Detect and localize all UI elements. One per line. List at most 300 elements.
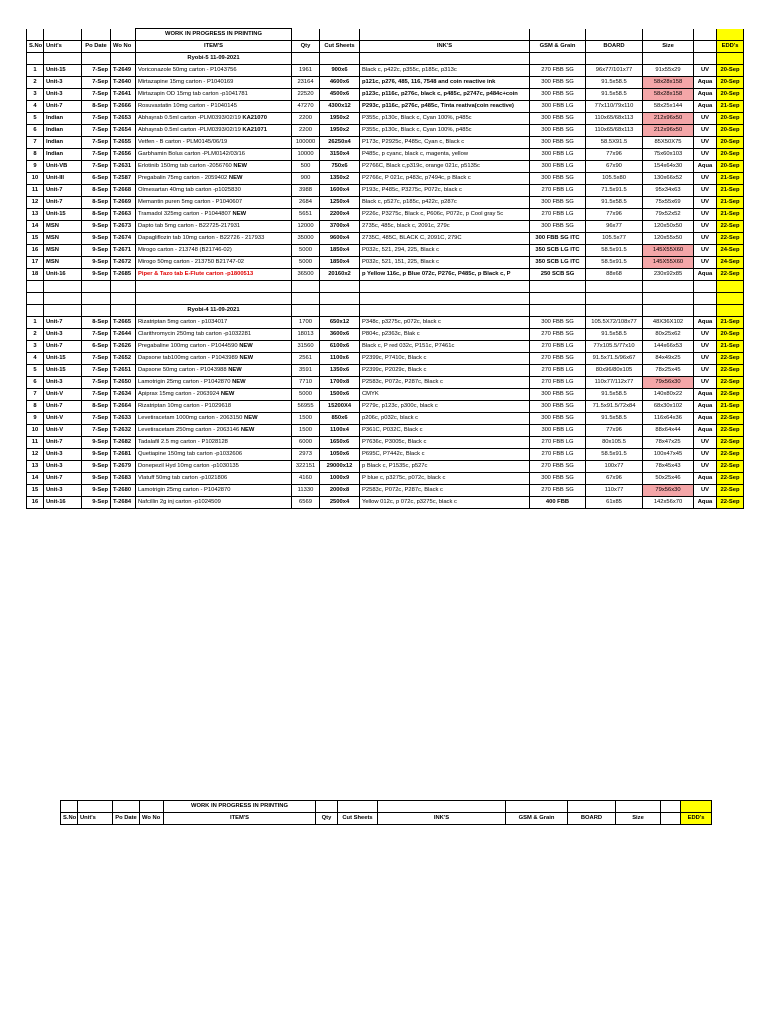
cell-size: 120x50x50 — [643, 221, 694, 233]
table-row — [27, 485, 744, 497]
cell-size: 130x66x52 — [643, 173, 694, 185]
cell-board: 96x77 — [586, 221, 643, 233]
section-title-row — [27, 53, 744, 65]
cell-edd: 22-Sep — [717, 269, 744, 281]
item-tag: NEW — [240, 427, 255, 433]
cell-coating: UV — [694, 353, 717, 365]
column-header: EDD's — [717, 41, 744, 53]
wip-table-blank — [60, 800, 712, 825]
column-header: BOARD — [568, 813, 616, 825]
cell-gsm: 400 FBB — [530, 497, 586, 509]
cell-sno: 9 — [27, 161, 44, 173]
cell-qty: 18013 — [292, 329, 320, 341]
cell-item — [136, 89, 292, 101]
table-row — [27, 329, 744, 341]
column-header — [661, 813, 681, 825]
cell-po-date: 9-Sep — [82, 257, 111, 269]
cell-qty: 500 — [292, 161, 320, 173]
item-tag: NEW — [233, 163, 247, 169]
item-name: Lamotrigin 25mg carton - P1042870 — [138, 487, 231, 493]
cell-gsm: 300 FBB SG — [530, 125, 586, 137]
cell-inks: P2766C, Black c,p319c, orange 021c, p5135c — [360, 161, 530, 173]
cell-coating: UV — [694, 149, 717, 161]
cell-edd: 20-Sep — [717, 161, 744, 173]
cell-size: 88x64x44 — [643, 425, 694, 437]
cell-edd: 21-Sep — [717, 101, 744, 113]
item-name: Piper & Tazo tab E-Flute carton -p1800513 — [138, 271, 254, 277]
cell-unit: MSN — [44, 245, 82, 257]
cell-cut-sheets: 4300x12 — [320, 101, 360, 113]
cell-edd: 22-Sep — [717, 389, 744, 401]
cell-inks: P279c, p123c, p300c, black c — [360, 401, 530, 413]
cell-wo-no: T-2640 — [111, 77, 136, 89]
cell-item — [136, 101, 292, 113]
column-header: Qty — [292, 41, 320, 53]
item-tag: KA21071 — [242, 127, 267, 133]
cell-unit: Unit-7 — [44, 473, 82, 485]
cell-qty: 2200 — [292, 113, 320, 125]
cell-inks: Black c, p422c, p355c, p185c, p313c — [360, 65, 530, 77]
item-tag: NEW — [220, 391, 235, 397]
cell-qty: 1961 — [292, 65, 320, 77]
cell-board: 71.5x91.5/72x84 — [586, 401, 643, 413]
cell-size: 145X55X60 — [643, 257, 694, 269]
cell-po-date: 6-Sep — [82, 173, 111, 185]
item-name: Abhayrab 0.5ml carton -PLM0393/02/19 — [138, 115, 241, 121]
cell-size: 212x96x50 — [643, 113, 694, 125]
cell-edd: 22-Sep — [717, 377, 744, 389]
cell-item — [136, 233, 292, 245]
cell-coating: Aqua — [694, 89, 717, 101]
cell-po-date: 9-Sep — [82, 497, 111, 509]
cell-edd: 22-Sep — [717, 473, 744, 485]
cell-wo-no: T-2656 — [111, 149, 136, 161]
column-header: Unit's — [78, 813, 113, 825]
cell-gsm: 300 FBB LG — [530, 425, 586, 437]
column-header: S.No — [61, 813, 78, 825]
cell-wo-no: T-2665 — [111, 317, 136, 329]
cell-po-date: 8-Sep — [82, 209, 111, 221]
header-row — [61, 813, 712, 825]
cell-po-date: 7-Sep — [82, 113, 111, 125]
cell-coating: Aqua — [694, 317, 717, 329]
cell-board: 80x96/80x105 — [586, 365, 643, 377]
item-name: Erlotinib 150mg tab carton -2056760 — [138, 163, 232, 169]
cell-qty: 36500 — [292, 269, 320, 281]
cell-qty: 47270 — [292, 101, 320, 113]
cell-gsm: 270 FBB SG — [530, 485, 586, 497]
item-name: Rosuvastatin 10mg carton - P1040145 — [138, 103, 237, 109]
column-header: Po Date — [113, 813, 140, 825]
cell-po-date: 8-Sep — [82, 185, 111, 197]
table-row — [27, 77, 744, 89]
cell-po-date: 7-Sep — [82, 365, 111, 377]
cell-coating: UV — [694, 125, 717, 137]
cell-edd: 22-Sep — [717, 425, 744, 437]
cell-gsm: 350 SCB LG ITC — [530, 245, 586, 257]
cell-qty: 2561 — [292, 353, 320, 365]
cell-unit: Unit-3 — [44, 329, 82, 341]
table-row — [27, 365, 744, 377]
column-header: BOARD — [586, 41, 643, 53]
column-header: ITEM'S — [136, 41, 292, 53]
cell-po-date: 7-Sep — [82, 425, 111, 437]
item-name: Tadalafil 2.5 mg carton - P1028128 — [138, 439, 228, 445]
cell-qty: 3591 — [292, 365, 320, 377]
cell-unit: Unit-7 — [44, 101, 82, 113]
cell-inks: P226c, P3275c, Black c, P606c, P072c, p Cool gray 5c — [360, 209, 530, 221]
cell-coating: Aqua — [694, 77, 717, 89]
cell-cut-sheets: 1950x2 — [320, 113, 360, 125]
cell-wo-no: T-2587 — [111, 173, 136, 185]
cell-inks: P2399c, P7410c, Black c — [360, 353, 530, 365]
cell-inks: p Yellow 116c, p Blue 072c, P276c, P485c, p Black c, P — [360, 269, 530, 281]
table-row — [27, 389, 744, 401]
cell-edd: 22-Sep — [717, 449, 744, 461]
table-row — [27, 221, 744, 233]
item-name: Clarithromycin 250mg tab carton -p1032281 — [138, 331, 252, 337]
table-row — [27, 317, 744, 329]
cell-sno: 14 — [27, 473, 44, 485]
item-name: Vetfen - B carton - PLM0145/06/19 — [138, 139, 228, 145]
cell-po-date: 7-Sep — [82, 161, 111, 173]
cell-inks: p Black c, P1535c, p527c — [360, 461, 530, 473]
cell-coating: UV — [694, 113, 717, 125]
cell-sno: 4 — [27, 101, 44, 113]
cell-item — [136, 449, 292, 461]
cell-edd: 21-Sep — [717, 317, 744, 329]
cell-item — [136, 65, 292, 77]
cell-po-date: 7-Sep — [82, 329, 111, 341]
cell-board: 110x65/68x113 — [586, 125, 643, 137]
item-name: Rizatriptan 5mg carton - p1034017 — [138, 319, 228, 325]
cell-gsm: 270 FBB SG — [530, 329, 586, 341]
cell-wo-no: T-2654 — [111, 125, 136, 137]
cell-po-date: 7-Sep — [82, 77, 111, 89]
column-header: GSM & Grain — [506, 813, 568, 825]
cell-sno: 1 — [27, 65, 44, 77]
item-name: Voriconazole 50mg carton - P1043756 — [138, 67, 237, 73]
cell-sno: 11 — [27, 437, 44, 449]
cell-coating: Aqua — [694, 389, 717, 401]
cell-po-date: 7-Sep — [82, 149, 111, 161]
cell-wo-no: T-2666 — [111, 101, 136, 113]
cell-item — [136, 461, 292, 473]
cell-inks: P485c, p cyanc, black c, magenta, yellow — [360, 149, 530, 161]
cell-inks: P361C, P032C, Black c — [360, 425, 530, 437]
cell-sno: 15 — [27, 485, 44, 497]
cell-unit: Unit-15 — [44, 353, 82, 365]
cell-gsm: 300 FBB SG ITC — [530, 233, 586, 245]
cell-board: 91.5x58.5 — [586, 77, 643, 89]
cell-unit: Unit-15 — [44, 365, 82, 377]
cell-inks: 2735c, 485c, black c, 2091c, 279c — [360, 221, 530, 233]
cell-unit: Unit-7 — [44, 317, 82, 329]
item-name: Donepezil Hyd 10mg carton -p1030135 — [138, 463, 239, 469]
column-header: Wo No — [111, 41, 136, 53]
cell-unit: Unit-V — [44, 425, 82, 437]
cell-inks: P193c, P485c, P3275c, P072c, black c — [360, 185, 530, 197]
cell-cut-sheets: 900x6 — [320, 65, 360, 77]
item-name: Mirtazapin OD 15mg tab carton -p1041781 — [138, 91, 248, 97]
cell-po-date: 9-Sep — [82, 221, 111, 233]
cell-edd: 20-Sep — [717, 89, 744, 101]
cell-item — [136, 269, 292, 281]
cell-coating: UV — [694, 197, 717, 209]
cell-po-date: 6-Sep — [82, 341, 111, 353]
cell-edd: 21-Sep — [717, 185, 744, 197]
cell-size: 68x30x102 — [643, 401, 694, 413]
spacer-row — [27, 293, 744, 305]
cell-unit: Unit-3 — [44, 461, 82, 473]
cell-item — [136, 77, 292, 89]
cell-inks: P032c, 521, 151, 225, Black c — [360, 257, 530, 269]
cell-edd: 22-Sep — [717, 497, 744, 509]
cell-cut-sheets: 1850x4 — [320, 245, 360, 257]
cell-size: 230x92x85 — [643, 269, 694, 281]
cell-board: 61x85 — [586, 497, 643, 509]
cell-wo-no: T-2631 — [111, 161, 136, 173]
cell-size: 140x80x22 — [643, 389, 694, 401]
cell-gsm: 300 FBB SG — [530, 137, 586, 149]
cell-coating: UV — [694, 245, 717, 257]
cell-coating: UV — [694, 437, 717, 449]
cell-inks: p121c, p276, 485, 116, 7548 and coin reactive ink — [360, 77, 530, 89]
cell-edd: 22-Sep — [717, 461, 744, 473]
cell-unit: Unit-3 — [44, 77, 82, 89]
cell-gsm: 270 FBB LG — [530, 377, 586, 389]
cell-inks: Yellow 012c, p 072c, p3275c, black c — [360, 497, 530, 509]
cell-po-date: 8-Sep — [82, 401, 111, 413]
cell-sno: 1 — [27, 317, 44, 329]
cell-wo-no: T-2632 — [111, 425, 136, 437]
cell-edd: 21-Sep — [717, 401, 744, 413]
cell-item — [136, 377, 292, 389]
cell-edd: 20-Sep — [717, 65, 744, 77]
cell-size: 145X55X60 — [643, 245, 694, 257]
cell-item — [136, 113, 292, 125]
cell-sno: 3 — [27, 89, 44, 101]
table-row — [27, 101, 744, 113]
cell-qty: 1500 — [292, 425, 320, 437]
item-name: Abhayrab 0.5ml carton -PLM0393/02/19 — [138, 127, 241, 133]
cell-wo-no: T-2634 — [111, 389, 136, 401]
cell-cut-sheets: 1250x4 — [320, 197, 360, 209]
cell-coating: Aqua — [694, 497, 717, 509]
cell-coating: Aqua — [694, 425, 717, 437]
cell-qty: 7710 — [292, 377, 320, 389]
cell-wo-no: T-2668 — [111, 185, 136, 197]
cell-board: 91.5x58.5 — [586, 197, 643, 209]
item-name: Tramadol 325mg carton - P1044807 — [138, 211, 231, 217]
item-name: Mirogo 50mg carton - 213750 B21747-02 — [138, 259, 245, 265]
table-row — [27, 245, 744, 257]
item-name: Memantin puren 5mg carton - P1040607 — [138, 199, 243, 205]
column-header: Size — [616, 813, 661, 825]
table-row — [27, 233, 744, 245]
cell-inks: P2766c, P 021c, p483c, p7494c, p Black c — [360, 173, 530, 185]
cell-sno: 16 — [27, 497, 44, 509]
cell-item — [136, 365, 292, 377]
cell-cut-sheets: 1850x4 — [320, 257, 360, 269]
cell-sno: 12 — [27, 449, 44, 461]
cell-board: 58.5x91.5 — [586, 257, 643, 269]
cell-coating: Aqua — [694, 413, 717, 425]
cell-wo-no: T-2655 — [111, 137, 136, 149]
cell-unit: Unit-7 — [44, 341, 82, 353]
cell-unit: Indian — [44, 113, 82, 125]
cell-po-date: 7-Sep — [82, 413, 111, 425]
cell-unit: Unit-7 — [44, 185, 82, 197]
cell-gsm: 270 FBB SG — [530, 461, 586, 473]
table-row — [27, 113, 744, 125]
cell-item — [136, 317, 292, 329]
cell-cut-sheets: 2000x8 — [320, 485, 360, 497]
cell-po-date: 9-Sep — [82, 473, 111, 485]
cell-wo-no: T-2652 — [111, 353, 136, 365]
cell-inks: P804c, p2363c, Blak c — [360, 329, 530, 341]
cell-sno: 2 — [27, 77, 44, 89]
cell-cut-sheets: 4600x6 — [320, 77, 360, 89]
wip-table-main — [26, 28, 744, 509]
cell-wo-no: T-2641 — [111, 89, 136, 101]
cell-edd: 24-Sep — [717, 245, 744, 257]
cell-wo-no: T-2633 — [111, 413, 136, 425]
cell-item — [136, 161, 292, 173]
table-row — [27, 413, 744, 425]
cell-wo-no: T-2663 — [111, 209, 136, 221]
cell-gsm: 270 FBB LG — [530, 365, 586, 377]
item-name: Levetiracetam 250mg carton - 2063146 — [138, 427, 240, 433]
cell-edd: 20-Sep — [717, 77, 744, 89]
cell-sno: 4 — [27, 353, 44, 365]
table-row — [27, 65, 744, 77]
cell-coating: UV — [694, 65, 717, 77]
cell-board: 105.5x80 — [586, 173, 643, 185]
cell-board: 96x77/101x77 — [586, 65, 643, 77]
cell-gsm: 270 FBB LG — [530, 185, 586, 197]
cell-size: 212x96x50 — [643, 125, 694, 137]
item-name: Dapagliflozin tab 10mg carton - B22726 - 217933 — [138, 235, 265, 241]
cell-edd: 22-Sep — [717, 485, 744, 497]
cell-cut-sheets: 3150x4 — [320, 149, 360, 161]
cell-item — [136, 197, 292, 209]
table-row — [27, 353, 744, 365]
cell-qty: 5651 — [292, 209, 320, 221]
column-header: Unit's — [44, 41, 82, 53]
cell-cut-sheets: 2500x4 — [320, 497, 360, 509]
cell-coating: UV — [694, 257, 717, 269]
cell-po-date: 9-Sep — [82, 449, 111, 461]
cell-cut-sheets: 1100x6 — [320, 353, 360, 365]
spacer-row — [27, 281, 744, 293]
cell-sno: 2 — [27, 329, 44, 341]
column-header: Wo No — [140, 813, 164, 825]
cell-qty: 1500 — [292, 413, 320, 425]
column-header: Size — [643, 41, 694, 53]
cell-board: 110x65/68x113 — [586, 113, 643, 125]
cell-cut-sheets: 20160x2 — [320, 269, 360, 281]
cell-edd: 22-Sep — [717, 233, 744, 245]
cell-board: 71.5x91.5 — [586, 185, 643, 197]
cell-board: 58.5x91.5 — [586, 245, 643, 257]
cell-item — [136, 341, 292, 353]
item-name: Dapsone 50mg carton - P1043988 — [138, 367, 227, 373]
table-row — [27, 341, 744, 353]
column-header: Po Date — [82, 41, 111, 53]
cell-edd: 22-Sep — [717, 353, 744, 365]
cell-wo-no: T-2671 — [111, 245, 136, 257]
cell-inks: P7636c, P3005c, Black c — [360, 437, 530, 449]
cell-unit: Unit-15 — [44, 65, 82, 77]
cell-unit: Unit-15 — [44, 209, 82, 221]
cell-unit: Unit-V — [44, 413, 82, 425]
cell-cut-sheets: 6100x6 — [320, 341, 360, 353]
table-row — [27, 269, 744, 281]
cell-wo-no: T-2681 — [111, 449, 136, 461]
cell-gsm: 300 FBB SG — [530, 473, 586, 485]
column-header: GSM & Grain — [530, 41, 586, 53]
section-title-row — [27, 305, 744, 317]
cell-cut-sheets: 1700x8 — [320, 377, 360, 389]
column-header: INK'S — [360, 41, 530, 53]
cell-gsm: 250 SCB SG — [530, 269, 586, 281]
cell-unit: Unit-7 — [44, 197, 82, 209]
cell-edd: 21-Sep — [717, 197, 744, 209]
cell-unit: Unit-III — [44, 173, 82, 185]
item-name: Rizatriptan 10mg carton - P1029618 — [138, 403, 232, 409]
table-row — [27, 173, 744, 185]
cell-size: 91x55x29 — [643, 65, 694, 77]
cell-sno: 5 — [27, 113, 44, 125]
cell-sno: 16 — [27, 245, 44, 257]
cell-inks: P2583c, P072c, P287c, Black c — [360, 377, 530, 389]
cell-size: 78x47x25 — [643, 437, 694, 449]
cell-cut-sheets: 1350x2 — [320, 173, 360, 185]
cell-unit: Unit-3 — [44, 449, 82, 461]
cell-cut-sheets: 3600x6 — [320, 329, 360, 341]
cell-inks: P2583c, P072c, P287c, Black c — [360, 485, 530, 497]
cell-wo-no: T-2650 — [111, 377, 136, 389]
cell-cut-sheets: 2200x4 — [320, 209, 360, 221]
cell-edd: 21-Sep — [717, 209, 744, 221]
cell-board: 58.5x91.5 — [586, 449, 643, 461]
cell-cut-sheets: 26250x4 — [320, 137, 360, 149]
cell-unit: Indian — [44, 137, 82, 149]
column-header: ITEM'S — [164, 813, 316, 825]
cell-size: 78x45x43 — [643, 461, 694, 473]
item-tag: KA21070 — [242, 115, 267, 121]
cell-item — [136, 185, 292, 197]
cell-item — [136, 353, 292, 365]
cell-board: 77x96 — [586, 149, 643, 161]
cell-qty: 31560 — [292, 341, 320, 353]
cell-po-date: 9-Sep — [82, 233, 111, 245]
cell-sno: 14 — [27, 221, 44, 233]
cell-gsm: 300 FBB SG — [530, 197, 586, 209]
cell-size: 95x34x63 — [643, 185, 694, 197]
cell-po-date: 8-Sep — [82, 317, 111, 329]
cell-board: 91.5x58.5 — [586, 389, 643, 401]
cell-unit: Unit-3 — [44, 485, 82, 497]
item-name: Apiprax 15mg carton - 2063924 — [138, 391, 220, 397]
cell-item — [136, 137, 292, 149]
cell-gsm: 270 FBB SG — [530, 353, 586, 365]
item-tag: NEW — [239, 343, 253, 349]
cell-gsm: 300 FBB SG — [530, 413, 586, 425]
cell-inks: P2399c, P2029c, Black c — [360, 365, 530, 377]
cell-unit: Unit-16 — [44, 269, 82, 281]
